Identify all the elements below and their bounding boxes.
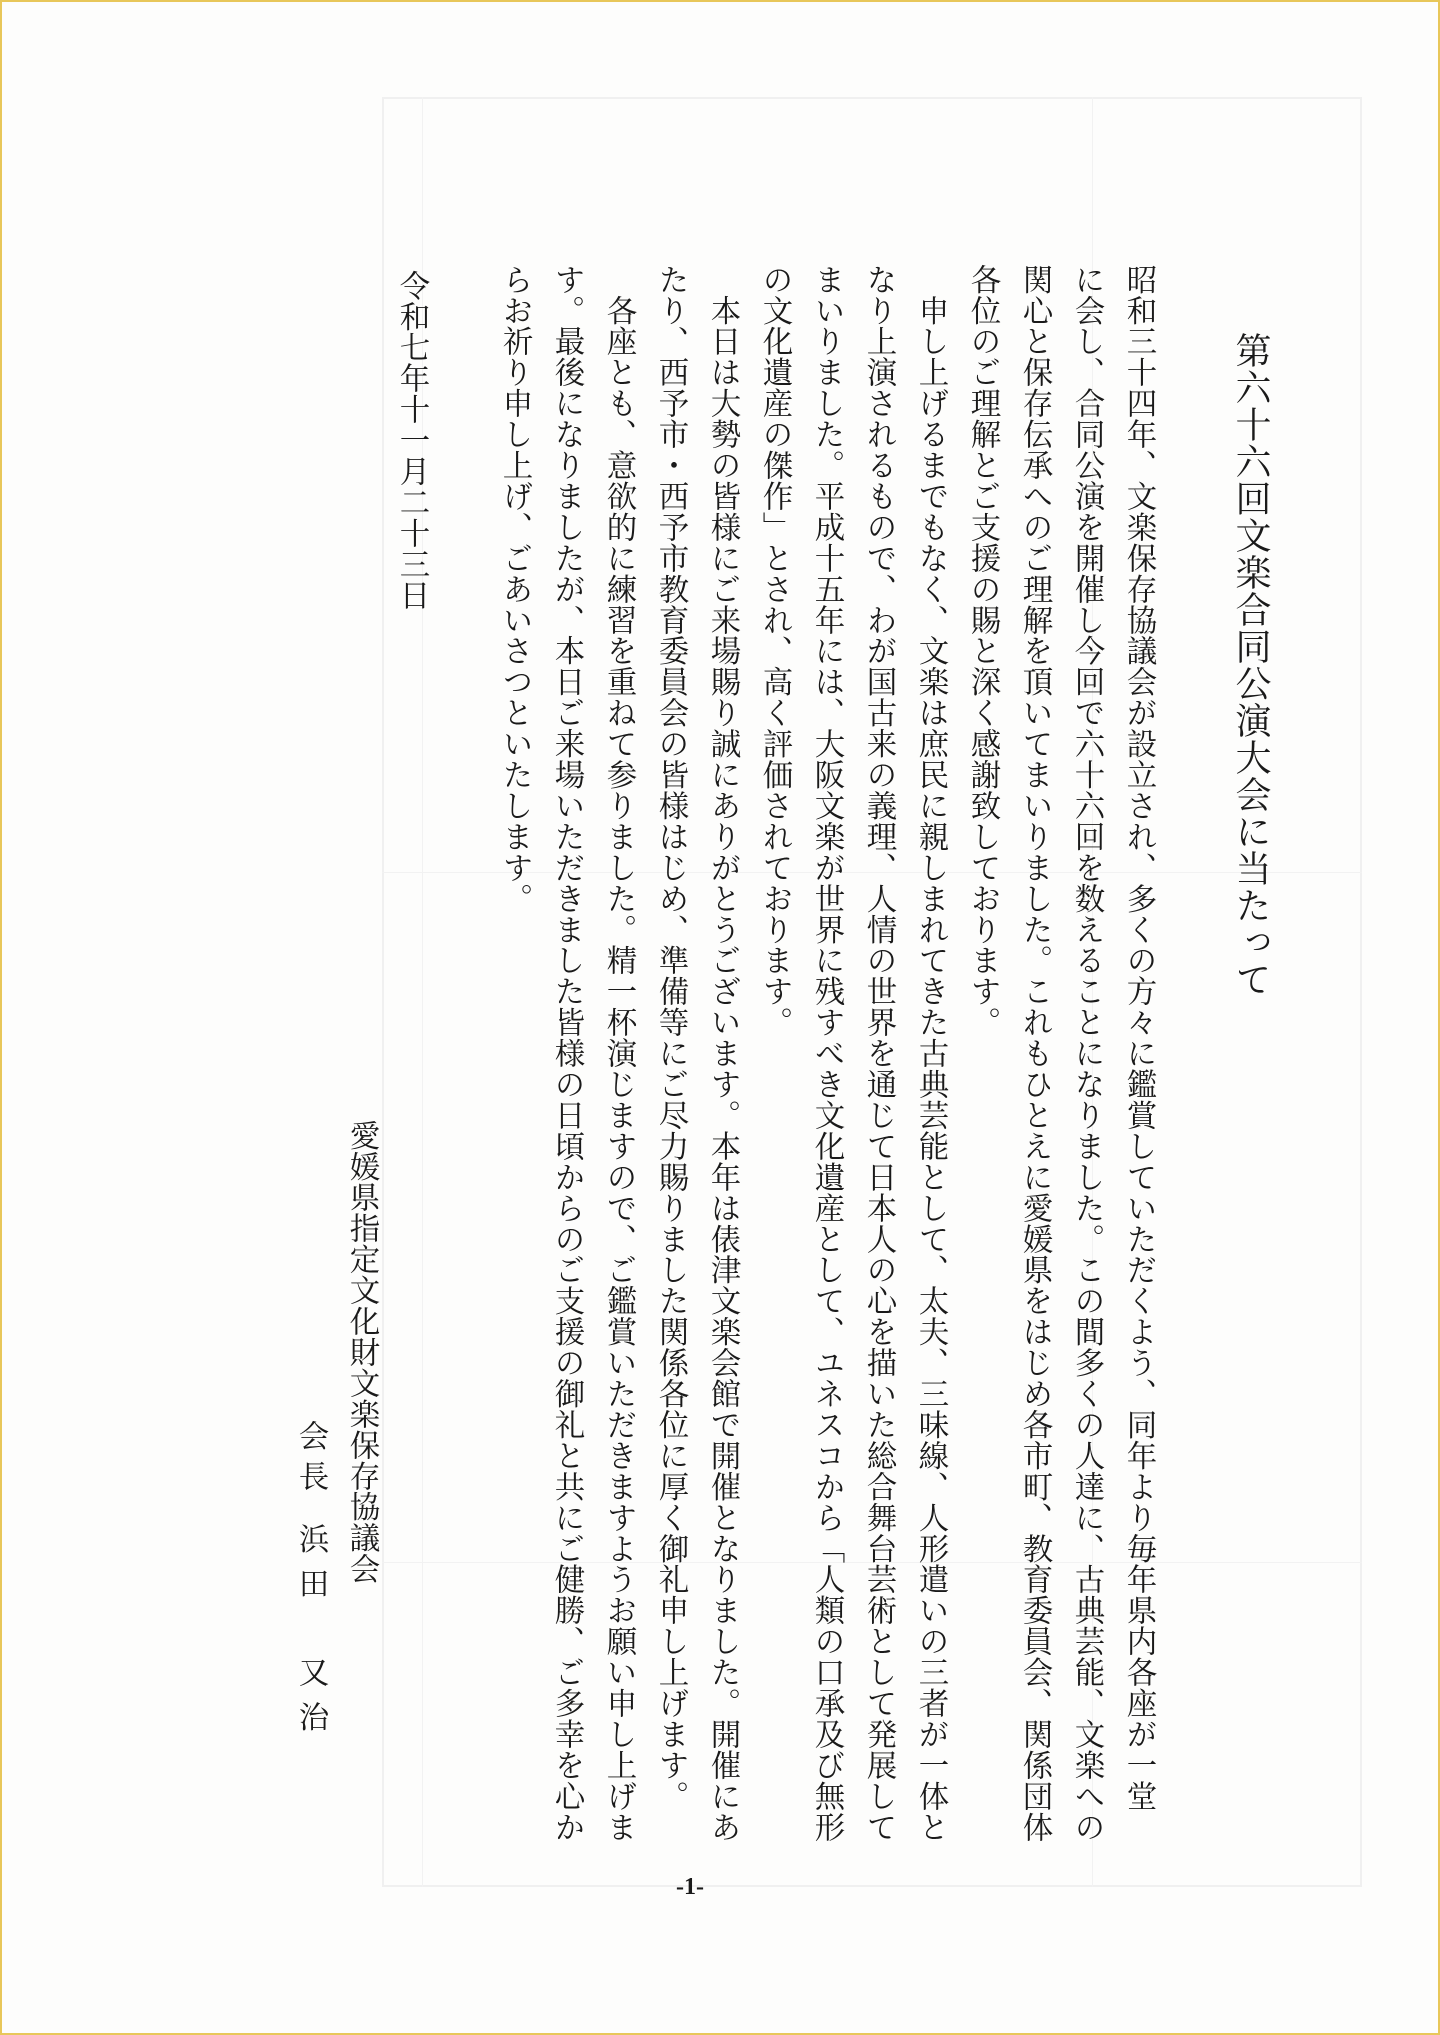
body-line: の文化遺産の傑作」とされ、高く評価されております。 (757, 264, 792, 1038)
body-line: 本日は大勢の皆様にご来場賜り誠にありがとうございます。本年は俵津文楽会館で開催となりました。開催にあ (705, 264, 740, 1843)
signature-name: 浜田 又治 (293, 1523, 328, 1746)
body-line: 昭和三十四年、文楽保存協議会が設立され、多くの方々に鑑賞していただくよう、同年より毎年県内各座が一堂 (1121, 264, 1156, 1812)
document-date: 令和七年十一月二十三日 (394, 270, 429, 611)
signature (295, 1420, 326, 1746)
body-line: 申し上げるまでもなく、文楽は庶民に親しまれてきた古典芸能として、太夫、三味線、人形遣いの三者が一体と (913, 264, 948, 1843)
body-line: まいりました。平成十五年には、大阪文楽が世界に残すべき文化遺産として、ユネスコから「人類の口承及び無形 (809, 264, 844, 1843)
body-line: 関心と保存伝承へのご理解を頂いてまいりました。これもひとえに愛媛県をはじめ各市町、教育委員会、関係団体 (1017, 264, 1052, 1843)
body-line: たり、西予市・西予市教育委員会の皆様はじめ、準備等にご尽力賜りました関係各位に厚く御礼申し上げます。 (653, 264, 688, 1812)
body-line: なり上演されるもので、わが国古来の義理、人情の世界を通じて日本人の心を描いた総合舞台芸術として発展して (861, 264, 896, 1843)
body-line: 各座とも、意欲的に練習を重ねて参りました。精一杯演じますので、ご鑑賞いただきますようお願い申し上げま (601, 264, 636, 1843)
body-line: らお祈り申し上げ、ごあいさつといたします。 (497, 264, 532, 914)
body-line: 各位のご理解とご支援の賜と深く感謝致しております。 (965, 264, 1000, 1038)
body-line: す。最後になりましたが、本日ご来場いただきました皆様の日頃からのご支援の御礼と共にご健勝、ご多幸を心か (549, 264, 584, 1843)
body-line: に会し、合同公演を開催し今回で六十六回を数えることになりました。この間多くの人達に、古典芸能、文楽への (1069, 264, 1104, 1843)
signature-role: 会長 (293, 1420, 328, 1501)
page-number: -1- (676, 1874, 704, 1900)
organization-name: 愛媛県指定文化財文楽保存協議会 (344, 1120, 379, 1585)
document-title: 第六十六回文楽合同公演大会に当たって (1230, 332, 1271, 998)
